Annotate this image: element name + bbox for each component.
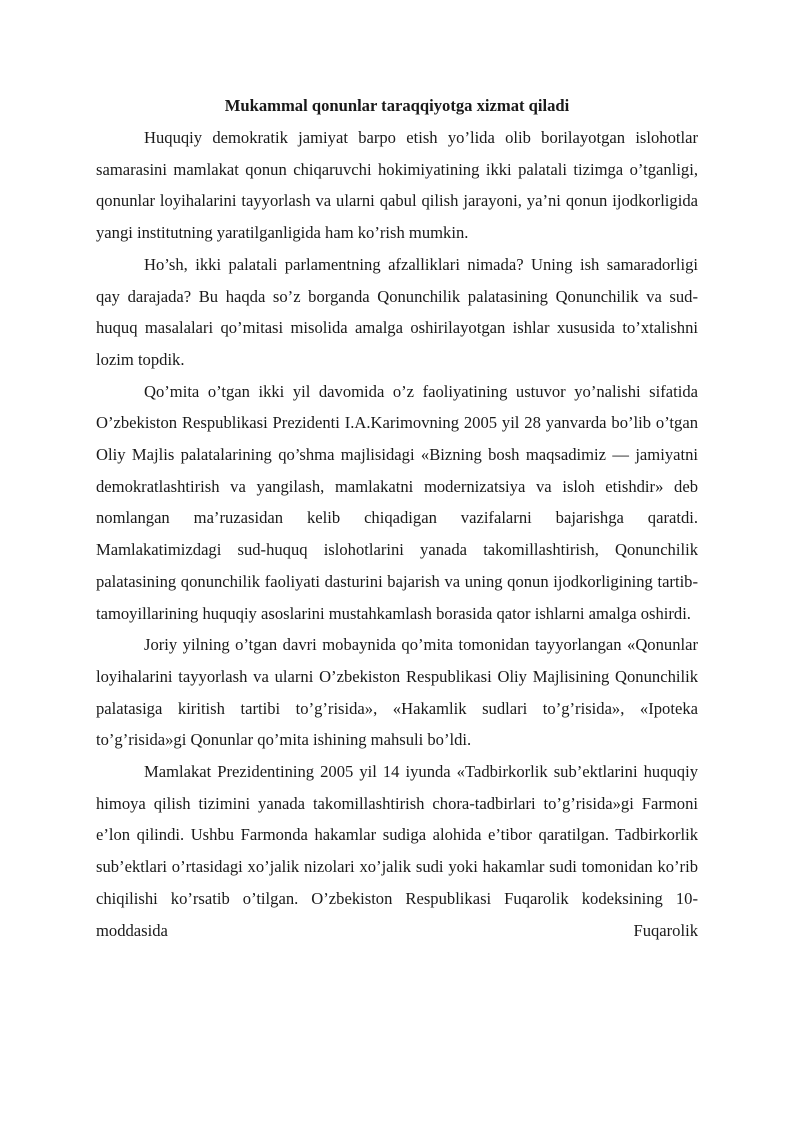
- paragraph-1: Huquqiy demokratik jamiyat barpo etish yo’lida olib borilayotgan islohotlar samarasini mamlakat qonun chiqaruvchi hokimiyatining ikki palatali tizimga o’tganligi, qonunlar loyihalarini tayyorlash va ularni qabul qilish jarayoni, ya’ni qonun ijodkorligida yangi institutning yaratilganligida ham ko’rish mumkin.: [96, 128, 698, 243]
- paragraph-3: Qo’mita o’tgan ikki yil davomida o’z faoliyatining ustuvor yo’nalishi sifatida O’zbekiston Respublikasi Prezidenti I.A.Karimovning 2005 yil 28 yanvarda bo’lib o’tgan Oliy Majlis palatalarining qo’shma majlisidagi «Bizning bosh maqsadimiz — jamiyatni demokratlashtirish va yangilash, mamlakatni modernizatsiya va isloh etishdir» deb nomlangan ma’ruzasidan kelib chiqadigan vazifalarni bajarishga qaratdi. Mamlakatimizdagi sud-huquq islohotlarini yanada takomillashtirish, Qonunchilik palatasining qonunchilik faoliyati dasturini bajarish va uning qonun ijodkorligining tartib-tamoyillarining huquqiy asoslarini mustahkamlash borasida qator ishlarni amalga oshirdi.: [96, 381, 698, 623]
- paragraph-2: Ho’sh, ikki palatali parlamentning afzalliklari nimada? Uning ish samaradorligi qay darajada? Bu haqda so’z borganda Qonunchilik palatasining Qonunchilik va sud-huquq masalalari qo’mitasi misolida amalga oshirilayotgan ishlar xususida to’xtalishni lozim topdik.: [96, 254, 698, 369]
- paragraph-5: Mamlakat Prezidentining 2005 yil 14 iyunda «Tadbirkorlik sub’ektlarini huquqiy himoya qilish tizimini yanada takomillashtirish chora-tadbirlari to’g’risida»gi Farmoni e’lon qilindi. Ushbu Farmonda hakamlar sudiga alohida e’tibor qaratilgan. Tadbirkorlik sub’ektlari o’rtasidagi xo’jalik nizolari xo’jalik sudi yoki hakamlar sudi tomonidan ko’rib chiqilishi ko’rsatib o’tilgan. O’zbekiston Respublikasi Fuqarolik kodeksining 10-moddasida Fuqarolik: [96, 762, 698, 940]
- document-title: Mukammal qonunlar taraqqiyotga xizmat qiladi: [224, 96, 570, 115]
- document-body: [96, 92, 698, 946]
- paragraph-4: Joriy yilning o’tgan davri mobaynida qo’mita tomonidan tayyorlangan «Qonunlar loyihalarini tayyorlash va ularni O’zbekiston Respublikasi Oliy Majlisining Qonunchilik palatasiga kiritish tartibi to’g’risida», «Hakamlik sudlari to’g’risida», «Ipoteka to’g’risida»gi Qonunlar qo’mita ishining mahsuli bo’ldi.: [96, 635, 698, 750]
